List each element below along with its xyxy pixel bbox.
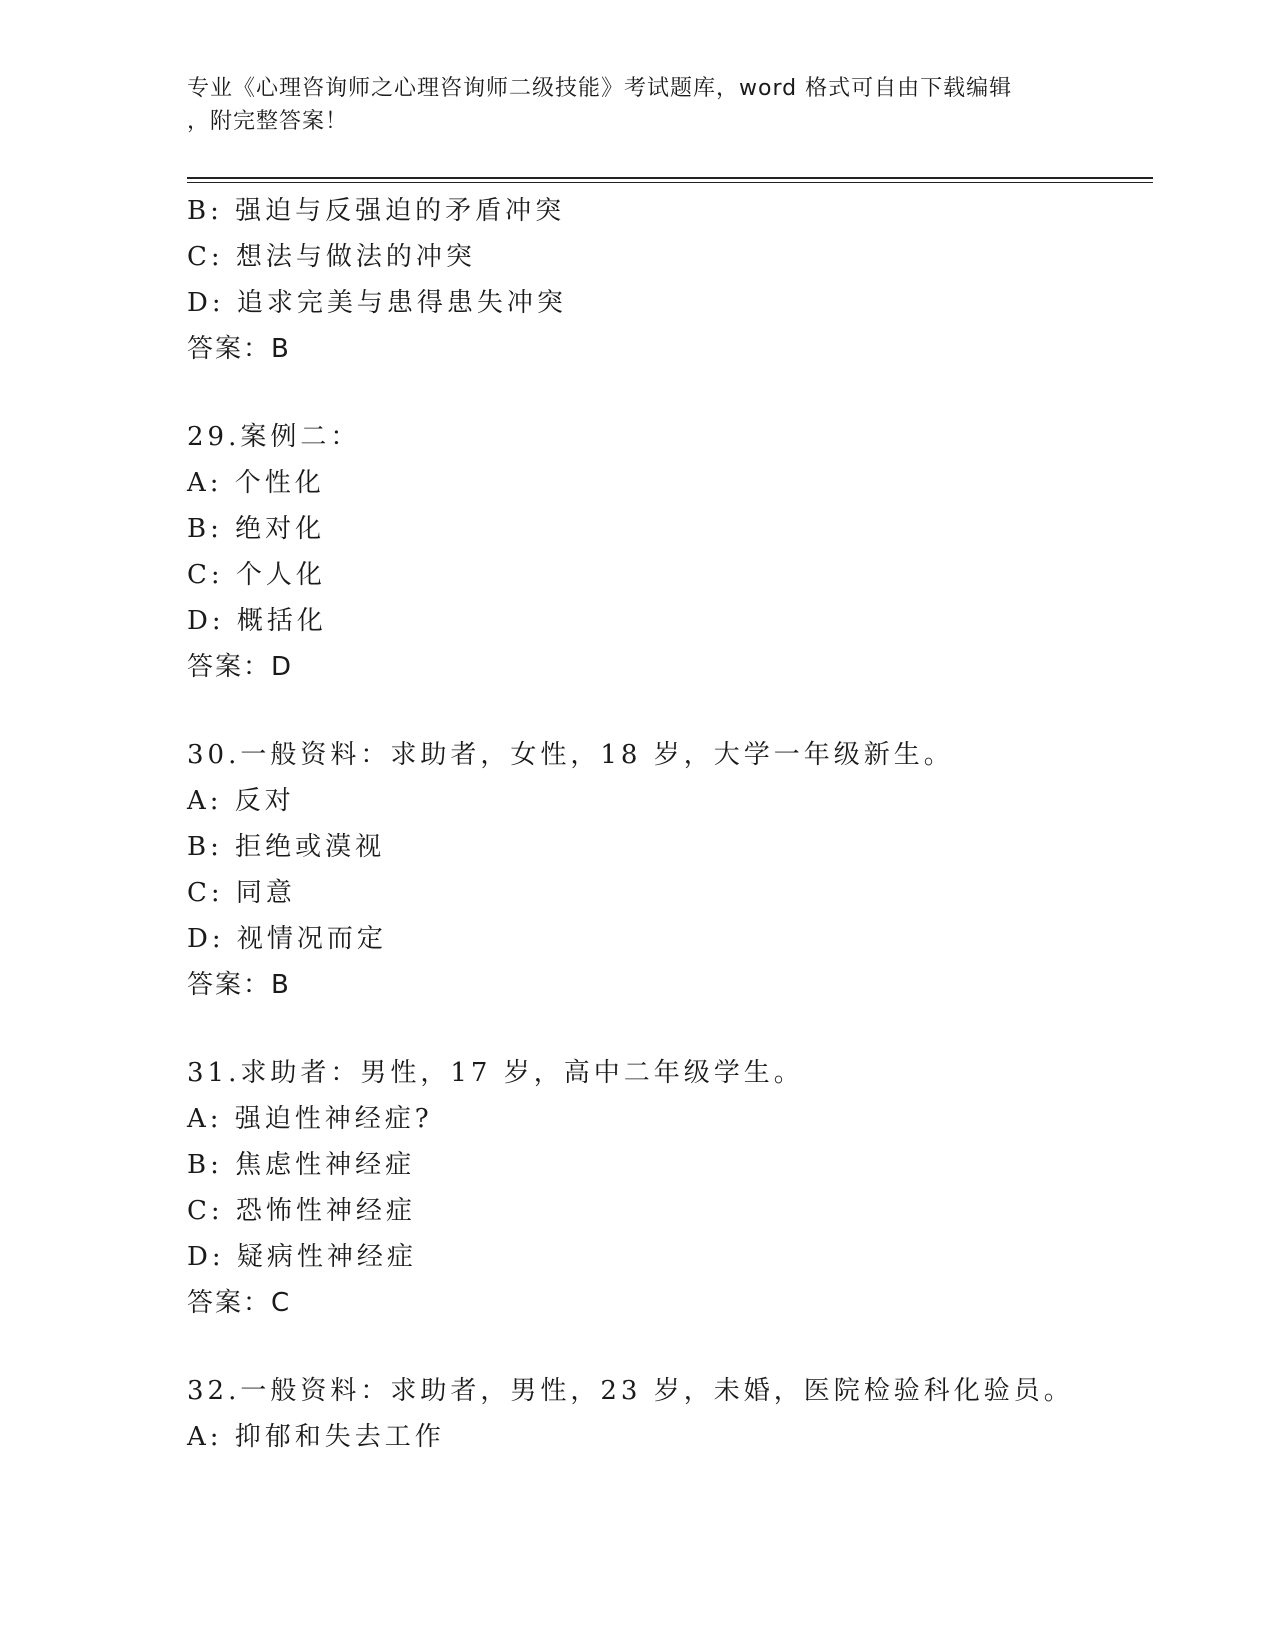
option-c: C: 恐怖性神经症 xyxy=(187,1196,416,1226)
question-block-29 xyxy=(187,414,1153,690)
header-divider-thick xyxy=(187,177,1153,179)
page-header xyxy=(187,72,1067,138)
question-block-30 xyxy=(187,732,1153,1008)
answer-line: 答案：B xyxy=(187,970,291,1000)
option-c: C: 想法与做法的冲突 xyxy=(187,242,476,272)
question-block-31 xyxy=(187,1050,1153,1326)
question-text: 31.求助者：男性，17 岁，高中二年级学生。 xyxy=(187,1058,804,1088)
header-divider-thin xyxy=(187,182,1153,183)
option-d: D: 疑病性神经症 xyxy=(187,1242,417,1272)
option-d: D: 视情况而定 xyxy=(187,924,387,954)
answer-line: 答案：B xyxy=(187,334,291,364)
option-a: A: 抑郁和失去工作 xyxy=(187,1422,445,1452)
option-d: D: 追求完美与患得患失冲突 xyxy=(187,288,567,318)
question-block-28 xyxy=(187,188,1153,372)
option-b: B: 绝对化 xyxy=(187,514,326,544)
option-c: C: 同意 xyxy=(187,878,296,908)
option-a: A: 反对 xyxy=(187,786,295,816)
option-a: A: 强迫性神经症? xyxy=(187,1104,433,1134)
option-a: A: 个性化 xyxy=(187,468,325,498)
question-text: 30.一般资料：求助者，女性，18 岁，大学一年级新生。 xyxy=(187,740,954,770)
option-b: B: 强迫与反强迫的矛盾冲突 xyxy=(187,196,566,226)
header-line-2: ，附完整答案！ xyxy=(187,109,349,134)
question-text: 29.案例二： xyxy=(187,422,361,452)
answer-line: 答案：C xyxy=(187,1288,292,1318)
option-d: D: 概括化 xyxy=(187,606,327,636)
option-c: C: 个人化 xyxy=(187,560,326,590)
answer-line: 答案：D xyxy=(187,652,294,682)
question-block-32 xyxy=(187,1368,1153,1460)
header-line-1: 专业《心理咨询师之心理咨询师二级技能》考试题库，word 格式可自由下载编辑 xyxy=(187,76,1013,101)
question-text: 32.一般资料：求助者，男性，23 岁，未婚，医院检验科化验员。 xyxy=(187,1376,1074,1406)
option-b: B: 焦虑性神经症 xyxy=(187,1150,416,1180)
question-list xyxy=(187,188,1153,1460)
option-b: B: 拒绝或漠视 xyxy=(187,832,386,862)
